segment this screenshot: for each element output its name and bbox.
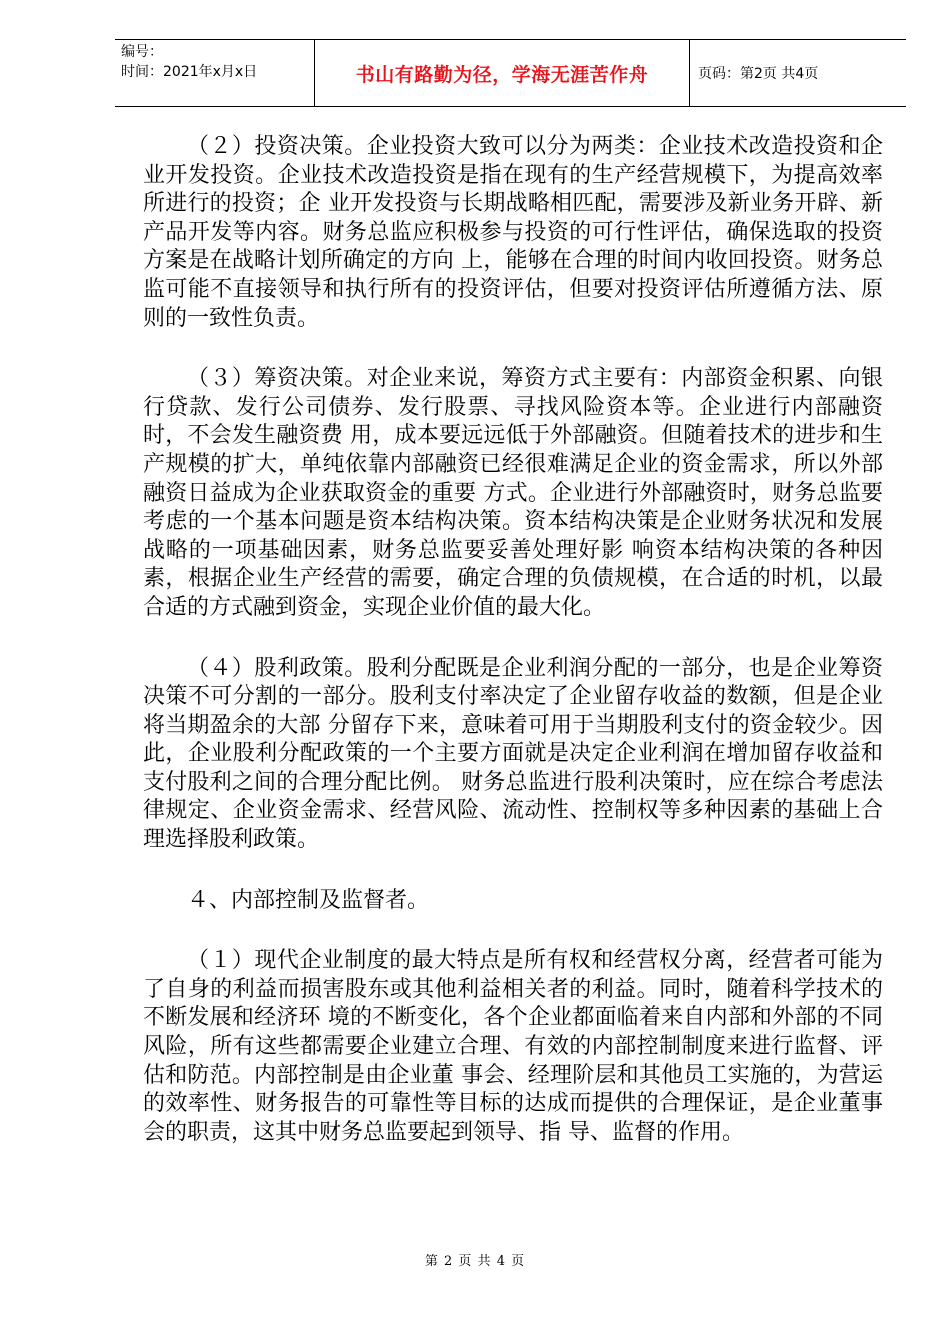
page-header — [115, 39, 906, 107]
page-footer: 第 2 页 共 4 页 — [424, 1254, 526, 1269]
serial-label: 编号： — [121, 44, 163, 60]
paragraph-internal-control: （１）现代企业制度的最大特点是所有权和经营权分离，经营者可能为了自身的利益而损害股东或其他利益相关者的利益。同时，随着科学技术的不断发展和经济环 境的不断变化，各个企业都面临着来自内部和外部的不同风险，所有这些都需要企业建立合理、有效的内部控制制度来进行监督、评估和防范。内部控制是由企业董 事会、经理阶层和其他员工实施的，为营运的效率性、财务报告的可靠性等目标的达成而提供的合理保证，是企业董事会的职责，这其中财务总监要起到领导、指 导、监督的作用。 — [143, 948, 883, 1145]
time-label: 时间：2021年x月x日 — [121, 64, 258, 80]
section-heading-internal-control: ４、内部控制及监督者。 — [187, 887, 430, 913]
header-meta — [115, 40, 315, 106]
header-page-info: 页码：第2页 共4页 — [698, 66, 819, 82]
document-body — [143, 133, 883, 1179]
paragraph-investment-decision: （２）投资决策。企业投资大致可以分为两类：企业技术改造投资和企业开发投资。企业技术改造投资是指在现有的生产经营规模下，为提高效率所进行的投资；企 业开发投资与长期战略相匹配，需要涉及新业务开辟、新产品开发等内容。财务总监应积极参与投资的可行性评估，确保选取的投资方案是在战略计划所确定的方向 上，能够在合理的时间内收回投资。财务总监可能不直接领导和执行所有的投资评估，但要对投资评估所遵循方法、原则的一致性负责。 — [143, 134, 883, 331]
header-motto: 书山有路勤为径，学海无涯苦作舟 — [315, 40, 690, 106]
paragraph-dividend-policy: （４）股利政策。股利分配既是企业利润分配的一部分，也是企业筹资决策不可分割的一部分。股利支付率决定了企业留存收益的数额，但是企业将当期盈余的大部 分留存下来，意味着可用于当期股利支付的资金较少。因此，企业股利分配政策的一个主要方面就是决定企业利润在增加留存收益和支付股利之间的合理分配比例。 财务总监进行股利决策时，应在综合考虑法律规定、企业资金需求、经营风险、流动性、控制权等多种因素的基础上合理选择股利政策。 — [143, 655, 883, 853]
paragraph-financing-decision: （３）筹资决策。对企业来说，筹资方式主要有：内部资金积累、向银行贷款、发行公司债券、发行股票、寻找风险资本等。企业进行内部融资时，不会发生融资费 用，成本要远远低于外部融资。但随着技术的进步和生产规模的扩大，单纯依靠内部融资已经很难满足企业的资金需求，所以外部融资日益成为企业获取资金的重要 方式。企业进行外部融资时，财务总监要考虑的一个基本问题是资本结构决策。资本结构决策是企业财务状况和发展战略的一项基础因素，财务总监要妥善处理好影 响资本结构决策的各种因素，根据企业生产经营的需要，确定合理的负债规模，在合适的时机，以最合适的方式融到资金，实现企业价值的最大化。 — [143, 366, 883, 620]
